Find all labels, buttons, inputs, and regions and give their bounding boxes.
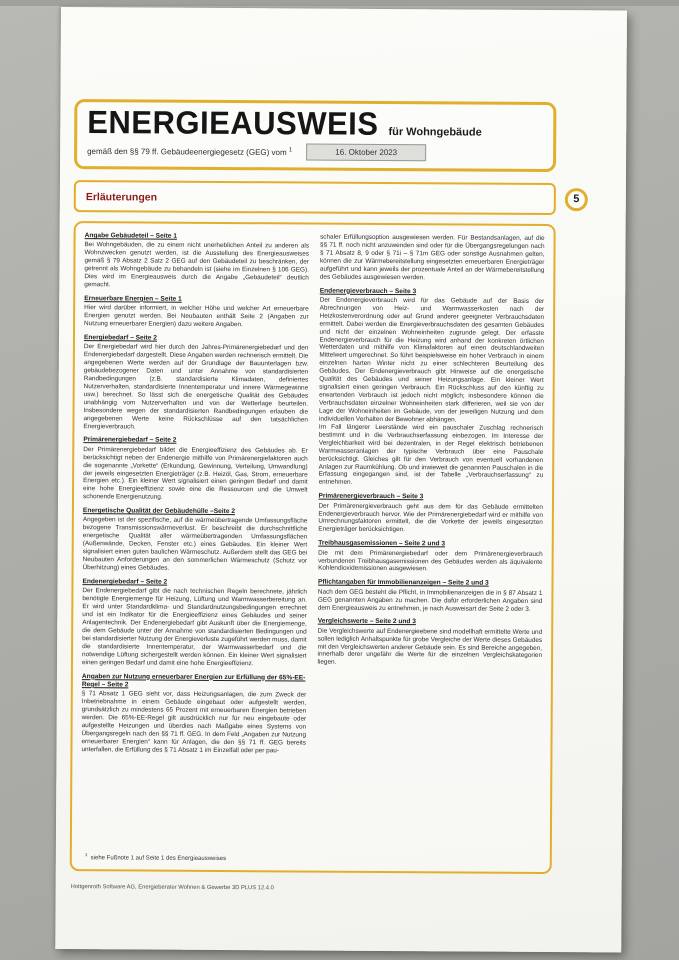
- text-block: [318, 579, 543, 613]
- page-number-badge: 5: [565, 188, 588, 211]
- block-heading: Erneuerbare Energien – Seite 1: [84, 295, 182, 303]
- footnote-text: siehe Fußnote 1 auf Seite 1 des Energieausweises: [90, 855, 227, 863]
- block-body: Der Endenergiebedarf gibt die nach technischen Regeln berechnete, jährlich benötigte Energiemenge für Heizung, Lüftung und Warmwasserbereitung an. Er wird unter Standardklima- und Standardnutzungsbedingungen errechnet und ist ein Indikator für die Energieeffizienz eines Gebäudes und seiner Anlagentechnik. Der Endenergiebedarf gibt Auskunft über die Energiemenge, die dem Gebäude unter der Annahme von standardisierten Bedingungen und bei standardisierter Nutzung der Energieverluste zugeführt werden muss, damit die standardisierte Innentemperatur, der Warmwasserbedarf und die notwendige Lüftung sichergestellt werden können. Ein kleiner Wert signalisiert einen geringen Bedarf und damit eine hohe Energieeffizienz.: [81, 587, 307, 667]
- column-right: [317, 234, 545, 763]
- block-heading: Energiebedarf – Seite 2: [83, 334, 157, 342]
- block-body: Der Primärenergiebedarf bildet die Energieeffizienz des Gebäudes ab. Er berücksichtigt neben der Endenergie mithilfe von Primärenergiefaktoren auch die sogenannte „Vorkette“ (Erkundung, Gewinnung, Verteilung, Umwandlung) der jeweils eingesetzten Energieträger (z.B. Heizöl, Gas, Strom, erneuerbare Energien etc.). Ein kleiner Wert signalisiert einen geringen Bedarf und damit eine hohe Energieeffizienz sowie eine die Ressourcen und die Umwelt schonende Energienutzung.: [82, 445, 308, 501]
- section-title: Erläuterungen: [85, 191, 158, 204]
- footnote-marker: 1: [288, 147, 293, 154]
- block-heading: Angabe Gebäudeteil – Seite 1: [84, 232, 177, 240]
- software-credit: Hottgenroth Software AG, Energieberater Wohnen & Gewerbe 3D PLUS 12.4.0: [70, 884, 274, 892]
- text-columns: [81, 232, 544, 762]
- document-title: ENERGIEAUSWEIS: [87, 103, 379, 143]
- section-title-bar: [74, 180, 556, 215]
- footnote-superscript: 1: [84, 852, 88, 858]
- block-heading: Pflichtangaben für Immobilienanzeigen – Seite 2 und 3: [317, 578, 489, 588]
- document-subtitle: für Wohngebäude: [388, 126, 482, 139]
- text-block: [84, 232, 309, 290]
- section-row: [74, 180, 626, 215]
- document-page: [55, 7, 627, 952]
- block-heading: Primärenergiebedarf – Seite 2: [83, 436, 177, 445]
- block-heading: Angaben zur Nutzung erneuerbarer Energien zur Erfüllung der 65%-EE-Regel – Seite 2: [81, 672, 306, 689]
- header-box: [74, 99, 556, 172]
- footnote: [81, 848, 541, 866]
- text-block: [84, 295, 309, 329]
- issue-date: 16. Oktober 2023: [306, 144, 426, 162]
- text-block: [319, 287, 545, 488]
- block-heading: Vergleichswerte – Seite 2 und 3: [317, 618, 416, 626]
- block-body: Hier wird darüber informiert, in welcher Höhe und welcher Art erneuerbare Energien genutzt werden. Bei Neubauten enthält Seite 2 (Angaben zur Nutzung erneuerbarer Energien) dazu weitere Angaben.: [84, 304, 309, 329]
- law-row: [87, 142, 541, 162]
- block-body: Nach dem GEG besteht die Pflicht, in Immobilienanzeigen die in § 87 Absatz 1 GEG genannten Angaben zu machen. Die dafür erforderlichen Angaben sind dem Energieausweis zu entnehmen, je nach Ausweisart der Seite 2 oder 3.: [317, 588, 543, 613]
- text-block: [81, 673, 306, 755]
- block-body: Der Energiebedarf wird hier durch den Jahres-Primärenergiebedarf und den Endenergiebedarf dargestellt. Diese Angaben werden rechnerisch ermittelt. Die angegebenen Werte werden auf der Grundlage der Bauunterlagen bzw. gebäudebezogener Daten und unter Annahme von standardisierten Randbedingungen (z.B. standardisierte Klimadaten, definiertes Nutzerverhalten, standardisierte Innentemperatur und innere Wärmegewinne usw.) berechnet. So lässt sich die energetische Qualität des Gebäudes unabhängig vom Nutzerverhalten und von der Wetterlage beurteilen. Insbesondere wegen der standardisierten Randbedingungen erlauben die angegebenen Werte keine Rückschlüsse auf den tatsächlichen Energieverbrauch.: [83, 343, 309, 430]
- text-block: [82, 578, 307, 668]
- text-block: [317, 618, 542, 668]
- block-body: Der Endenergieverbrauch wird für das Gebäude auf der Basis der Abrechnungen von Heiz- und Warmwasserkosten nach der Heizkostenverordnung oder auf Grund anderer geeigneter Verbrauchsdaten ermittelt. Dabei werden die Energieverbrauchsdaten des gesamten Gebäudes und nicht der einzelnen Wohneinheiten zugrunde gelegt. Der erfasste Endenergieverbrauch für die Heizung wird anhand der konkreten örtlichen Wetterdaten und mithilfe von Klimafaktoren auf einen deutschlandweiten Mittelwert umgerechnet. So führt beispielsweise ein hoher Verbrauch in einem einzelnen harten Winter nicht zu einer schlechteren Beurteilung des Gebäudes. Der Endenergieverbrauch gibt Hinweise auf die energetische Qualität des Gebäudes und seiner Heizungsanlage. Ein kleiner Wert signalisiert einen geringen Verbrauch. Ein Rückschluss auf den künftig zu erwartenden Verbrauch ist jedoch nicht möglich; insbesondere können die Verbrauchsdaten einzelner Wohneinheiten stark differieren, weil sie von der Lage der Wohneinheiten im Gebäude, von der jeweiligen Nutzung und dem individuellen Verhalten der Bewohner abhängen. Im Fall längerer Leerstände wird ein pauschaler Zuschlag rechnerisch bestimmt und in die Verbrauchserfassung einbezogen. Im Interesse der Vergleichbarkeit wird bei dezentralen, in der Regel elektrisch betriebenen Warmwasseranlagen der typische Verbrauch über eine Pauschale berücksichtigt. Gleiches gilt für den Verbrauch von eventuell vorhandenen Anlagen zur Raumkühlung. Ob und inwieweit die genannten Pauschalen in die Erfassung eingegangen sind, ist der Tabelle „Verbrauchserfassung“ zu entnehmen.: [318, 296, 545, 487]
- block-body: Die mit dem Primärenergiebedarf oder dem Primärenergieverbrauch verbundenen Treibhausgasemissionen des Gebäudes werden als äquivalente Kohlendioxidemissionen ausgewiesen.: [318, 549, 543, 573]
- block-body: Bei Wohngebäuden, die zu einem nicht unerheblichen Anteil zu anderen als Wohnzwecken genutzt werden, ist die Ausstellung des Energieausweises gemäß § 79 Absatz 2 Satz 2 GEG auf den Gebäudeteil zu beschränken, der getrennt als Wohngebäude zu behandeln ist (siehe im Einzelnen § 106 GEG). Dies wird im Energieausweis durch die Angabe „Gebäudeteil“ deutlich gemacht.: [84, 241, 310, 289]
- block-body: Angegeben ist der spezifische, auf die wärmeübertragende Umfassungsfläche bezogene Transmissionswärmeverlust. Er beschreibt die durchschnittliche energetische Qualität aller wärmeübertragenden Umfassungsflächen (Außenwände, Decken, Fenster etc.) eines Gebäudes. Ein kleiner Wert signalisiert einen guten baulichen Wärmeschutz. Außerdem stellt das GEG bei Neubauten Anforderungen an den sommerlichen Wärmeschutz (Schutz vor Überhitzung) eines Gebäudes.: [82, 516, 308, 572]
- block-heading: Endenergiebedarf – Seite 2: [82, 578, 168, 586]
- block-heading: Treibhausgasemissionen – Seite 2 und 3: [318, 539, 446, 548]
- block-heading: Energetische Qualität der Gebäudehülle –Seite 2: [82, 507, 236, 516]
- text-block: [83, 437, 308, 503]
- block-body: § 71 Absatz 1 GEG sieht vor, dass Heizungsanlagen, die zum Zweck der Inbetriebnahme in einem Gebäude eingebaut oder aufgestellt werden, grundsätzlich zu mindestens 65 Prozent mit erneuerbaren Energien betrieben werden. Die 65%-EE-Regel gilt ausdrücklich nur für neu eingebaute oder aufgestellte Heizungen und überdies nach Maßgabe eines Systems von Übergangsregeln nach den §§ 71 ff. GEG. In dem Feld „Angaben zur Nutzung erneuerbarer Energien“ kann für Anlagen, die den §§ 71 ff. GEG bereits unterfallen, die Erfüllung des § 71 Absatz 1 im Einzelfall oder per pau-: [81, 690, 307, 755]
- block-heading: Primärenergieverbrauch – Seite 3: [318, 492, 424, 501]
- text-block: [320, 234, 545, 283]
- content-box: [70, 221, 556, 874]
- block-heading: Endenergieverbrauch – Seite 3: [319, 287, 417, 295]
- block-body: Die Vergleichswerte auf Endenergieebene sind modellhaft ermittelte Werte und sollen lediglich Anhaltspunkte für grobe Vergleiche der Werte dieses Gebäudes mit den Vergleichswerten anderer Gebäude sein. Es sind Bereiche angegeben, innerhalb derer ungefähr die Werte für die einzelnen Vergleichskategorien liegen.: [317, 627, 543, 667]
- block-body: Der Primärenergieverbrauch geht aus dem für das Gebäude ermittelten Endenergieverbrauch hervor. Wie der Primärenergiebedarf wird er mithilfe von Umrechnungsfaktoren ermittelt, die die Vorkette der jeweils eingesetzten Energieträger berücksichtigen.: [318, 502, 543, 534]
- law-reference-text: gemäß den §§ 79 ff. Gebäudeenergiegesetz (GEG) vom: [87, 146, 287, 157]
- title-row: [87, 103, 541, 143]
- law-reference: [87, 146, 292, 157]
- text-block: [83, 507, 308, 573]
- block-body: schaler Erfüllungsoption ausgewiesen werden. Für Bestandsanlagen, auf die §§ 71 ff. noch nicht anzuwenden sind oder für die Übergangsregelungen nach § 71 Absatz 8, 9 oder § 71i – § 71m GEG oder sonstige Ausnahmen gelten, können die zur Wärmebereitstellung eingesetzten erneuerbaren Energieträger aufgeführt und kann jeweils der prozentuale Anteil an der Wärmebereitstellung des Gebäudes ausgewiesen werden.: [319, 233, 545, 281]
- text-block: [318, 493, 543, 535]
- text-block: [318, 540, 543, 574]
- text-block: [83, 334, 308, 432]
- column-left: [81, 232, 309, 761]
